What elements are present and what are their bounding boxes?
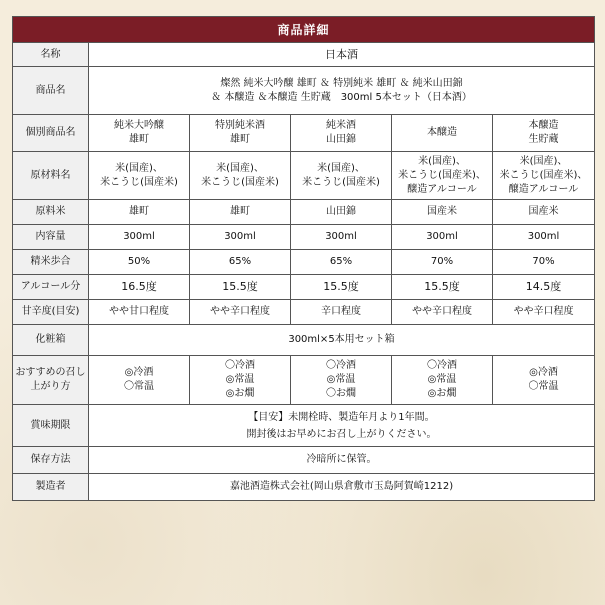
serving-cell	[392, 356, 493, 405]
cell-line: 米こうじ(国産米)、	[499, 169, 588, 181]
label-volume: 内容量	[13, 225, 89, 250]
row-name	[13, 43, 595, 67]
rice-cell: 雄町	[190, 200, 291, 225]
polish-cell: 70%	[493, 250, 595, 275]
value-box: 300ml×5本用セット箱	[89, 325, 595, 356]
volume-cell: 300ml	[291, 225, 392, 250]
polish-cell: 50%	[89, 250, 190, 275]
cell-line: 雄町	[129, 134, 149, 145]
cell-line: 純米大吟醸	[114, 120, 164, 131]
individual-cell	[291, 115, 392, 152]
polish-cell: 70%	[392, 250, 493, 275]
alcohol-cell: 16.5度	[89, 275, 190, 300]
label-serving-line-1: おすすめの召し	[15, 367, 86, 378]
value-expiry	[89, 405, 595, 447]
cell-line: ◎常温	[225, 374, 255, 385]
ingredients-cell	[392, 152, 493, 200]
row-product	[13, 67, 595, 115]
value-storage: 冷暗所に保管。	[89, 447, 595, 474]
volume-cell: 300ml	[392, 225, 493, 250]
label-individual: 個別商品名	[13, 115, 89, 152]
alcohol-cell: 15.5度	[392, 275, 493, 300]
individual-cell	[190, 115, 291, 152]
expiry-line-2: 開封後はお早めにお召し上がりください。	[246, 428, 437, 440]
cell-line: 生貯蔵	[528, 134, 559, 145]
cell-line: 特別純米酒	[215, 120, 265, 131]
sweetness-cell: やや辛口程度	[392, 300, 493, 325]
rice-cell: 国産米	[392, 200, 493, 225]
ingredients-cell	[291, 152, 392, 200]
alcohol-cell: 15.5度	[190, 275, 291, 300]
cell-line: 米(国産)、	[317, 162, 365, 174]
product-line-1: 燦然 純米大吟醸 雄町 ＆ 特別純米 雄町 ＆ 純米山田錦	[220, 77, 463, 89]
row-sweetness	[13, 300, 595, 325]
cell-line: 雄町	[230, 134, 250, 145]
sweetness-cell: やや辛口程度	[493, 300, 595, 325]
serving-cell	[190, 356, 291, 405]
cell-line: 〇冷酒	[326, 360, 356, 371]
cell-line: ◎常温	[427, 374, 457, 385]
sweetness-cell: 辛口程度	[291, 300, 392, 325]
rice-cell: 雄町	[89, 200, 190, 225]
value-maker: 嘉池酒造株式会社(岡山県倉敷市玉島阿賀崎1212)	[89, 474, 595, 501]
rice-cell: 国産米	[493, 200, 595, 225]
cell-line: 純米酒	[326, 120, 356, 131]
row-rice	[13, 200, 595, 225]
cell-line: 〇常温	[528, 381, 559, 392]
cell-line: 山田錦	[326, 134, 356, 145]
row-serving	[13, 356, 595, 405]
cell-line: 〇お燗	[326, 388, 356, 399]
cell-line: ◎冷酒	[529, 367, 558, 378]
individual-cell	[493, 115, 595, 152]
label-alcohol: アルコール分	[13, 275, 89, 300]
cell-line: 〇冷酒	[225, 360, 255, 371]
polish-cell: 65%	[291, 250, 392, 275]
alcohol-cell: 14.5度	[493, 275, 595, 300]
cell-line: 米こうじ(国産米)、	[398, 169, 486, 181]
label-rice: 原料米	[13, 200, 89, 225]
row-storage	[13, 447, 595, 474]
label-maker: 製造者	[13, 474, 89, 501]
cell-line: 米(国産)、	[115, 162, 163, 174]
row-box	[13, 325, 595, 356]
cell-line: 醸造アルコール	[508, 183, 579, 195]
label-name: 名称	[13, 43, 89, 67]
cell-line: 本醸造	[427, 127, 457, 138]
value-name: 日本酒	[89, 43, 595, 67]
cell-line: 米こうじ(国産米)	[201, 176, 279, 188]
product-line-2: ＆ 本醸造 ＆本醸造 生貯蔵 300ml 5本セット（日本酒）	[211, 91, 472, 103]
cell-line: ◎冷酒	[124, 367, 154, 378]
cell-line: 〇冷酒	[427, 360, 457, 371]
label-ingredients: 原材料名	[13, 152, 89, 200]
label-sweetness: 甘辛度(目安)	[13, 300, 89, 325]
individual-cell	[89, 115, 190, 152]
expiry-line-1: 【目安】未開栓時、製造年月より1年間。	[248, 411, 435, 423]
serving-cell	[89, 356, 190, 405]
ingredients-cell	[190, 152, 291, 200]
label-storage: 保存方法	[13, 447, 89, 474]
table-title: 商品詳細	[13, 17, 595, 43]
row-individual	[13, 115, 595, 152]
cell-line: 米こうじ(国産米)	[302, 176, 380, 188]
sweetness-cell: やや辛口程度	[190, 300, 291, 325]
ingredients-cell	[493, 152, 595, 200]
row-maker	[13, 474, 595, 501]
row-expiry	[13, 405, 595, 447]
volume-cell: 300ml	[89, 225, 190, 250]
row-volume	[13, 225, 595, 250]
cell-line: 醸造アルコール	[407, 183, 477, 195]
serving-cell	[291, 356, 392, 405]
volume-cell: 300ml	[190, 225, 291, 250]
serving-cell	[493, 356, 595, 405]
value-product	[89, 67, 595, 115]
alcohol-cell: 15.5度	[291, 275, 392, 300]
cell-line: ◎お燗	[225, 388, 255, 399]
label-serving	[13, 356, 89, 405]
label-box: 化粧箱	[13, 325, 89, 356]
cell-line: ◎お燗	[427, 388, 457, 399]
sweetness-cell: やや甘口程度	[89, 300, 190, 325]
polish-cell: 65%	[190, 250, 291, 275]
cell-line: 米(国産)、	[418, 155, 466, 167]
rice-cell: 山田錦	[291, 200, 392, 225]
cell-line: 米こうじ(国産米)	[100, 176, 178, 188]
row-ingredients	[13, 152, 595, 200]
cell-line: 〇常温	[124, 381, 154, 392]
row-polish	[13, 250, 595, 275]
volume-cell: 300ml	[493, 225, 595, 250]
cell-line: 米(国産)、	[519, 155, 568, 167]
label-polish: 精米歩合	[13, 250, 89, 275]
cell-line: 本醸造	[528, 120, 559, 131]
product-detail-table	[12, 16, 595, 501]
label-serving-line-2: 上がり方	[30, 381, 71, 392]
ingredients-cell	[89, 152, 190, 200]
row-alcohol	[13, 275, 595, 300]
individual-cell	[392, 115, 493, 152]
cell-line: ◎常温	[326, 374, 356, 385]
label-product: 商品名	[13, 67, 89, 115]
cell-line: 米(国産)、	[216, 162, 264, 174]
label-expiry: 賞味期限	[13, 405, 89, 447]
table-title-row	[13, 17, 595, 43]
